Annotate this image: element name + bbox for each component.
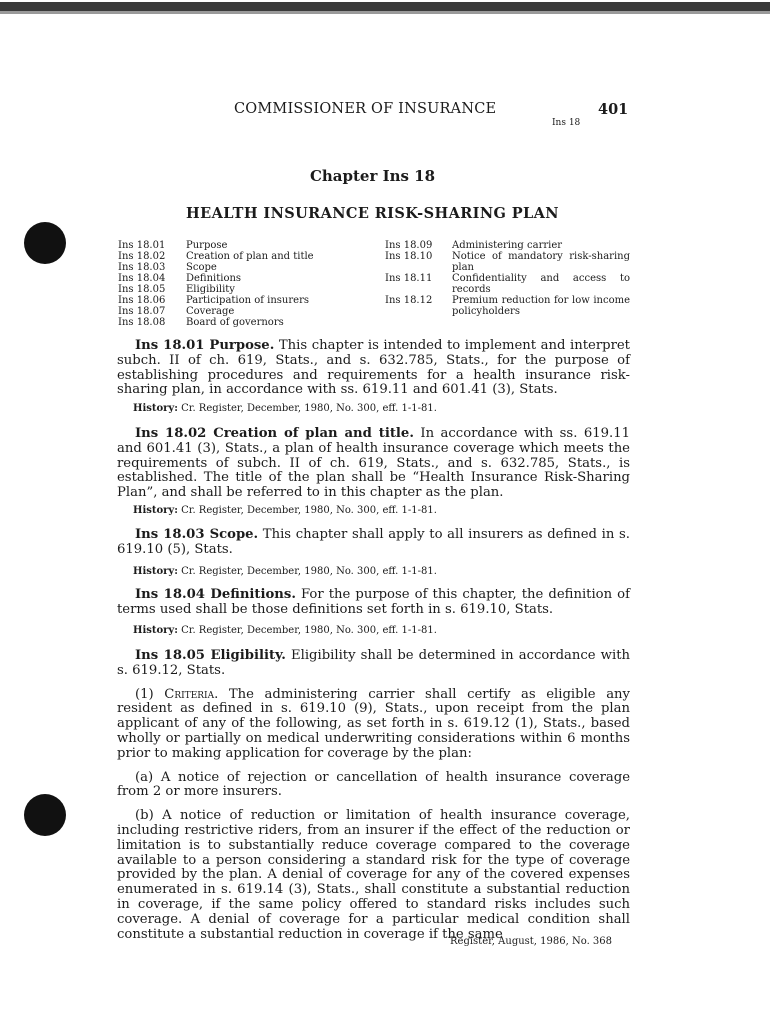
toc-entry: Ins 18.12 Premium reduction for low income policyholders bbox=[385, 295, 630, 317]
scan-top-edge-shadow bbox=[0, 11, 770, 14]
history-note: History: Cr. Register, December, 1980, No. 300, eff. 1-1-81. bbox=[133, 566, 437, 577]
punch-hole-top bbox=[24, 222, 66, 264]
section-heading: Ins 18.02 Creation of plan and title. bbox=[135, 426, 414, 441]
toc-entry: Ins 18.07 Coverage bbox=[118, 306, 235, 317]
section-text: This chapter shall apply to all insurers as defined in s. 619.10 (5), Stats. bbox=[117, 527, 630, 557]
section-heading: Ins 18.01 Purpose. bbox=[135, 338, 275, 353]
toc-left-column bbox=[118, 240, 363, 328]
section-text: This chapter is intended to implement and interpret subch. II of ch. 619, Stats., and s. 632.785, Stats., for the purpose of establishing procedures and requirements for a health insurance risk-sharing plan, in accordance with ss. 619.11 and 601.41 (3), Stats. bbox=[117, 338, 630, 398]
toc-entry: Ins 18.08 Board of governors bbox=[118, 317, 284, 328]
running-head: COMMISSIONER OF INSURANCE bbox=[234, 101, 497, 117]
toc-entry: Ins 18.06 Participation of insurers bbox=[118, 295, 309, 306]
page-footer: Register, August, 1986, No. 368 bbox=[450, 936, 613, 947]
section-18-04 bbox=[117, 588, 630, 618]
plan-title: HEALTH INSURANCE RISK-SHARING PLAN bbox=[186, 205, 559, 222]
scan-top-edge bbox=[0, 2, 770, 11]
history-note: History: Cr. Register, December, 1980, No. 300, eff. 1-1-81. bbox=[133, 403, 437, 414]
section-18-02 bbox=[117, 427, 630, 501]
chapter-tag: Ins 18 bbox=[552, 118, 581, 128]
section-text: Eligibility shall be determined in accordance with s. 619.12, Stats. bbox=[117, 648, 630, 678]
item-b: (b) A notice of reduction or limitation of health insurance coverage, including restrictive riders, from an insurer if the effect of the reduction or limitation is to substantially reduce coverage compared to the coverage available to a person considering a standard risk for the type of coverage provided by the plan. A denial of coverage for any of the covered expenses enumerated in s. 619.14 (3), Stats., shall constitute a substantial reduction in coverage, if the same policy offered to standard risks includes such coverage. A denial of coverage for a particular medical condition shall constitute a substantial reduction in coverage if the same bbox=[117, 808, 630, 942]
history-note: History: Cr. Register, December, 1980, No. 300, eff. 1-1-81. bbox=[133, 505, 437, 516]
toc-entry: Ins 18.04 Definitions bbox=[118, 273, 242, 284]
section-18-03 bbox=[117, 528, 630, 558]
toc-entry: Ins 18.11 Confidentiality and access to records bbox=[385, 273, 630, 295]
toc-entry: Ins 18.03 Scope bbox=[118, 262, 217, 273]
section-18-01 bbox=[117, 339, 630, 398]
toc-entry: Ins 18.05 Eligibility bbox=[118, 284, 235, 295]
section-heading: Ins 18.04 Definitions. bbox=[135, 587, 296, 602]
toc-entry: Ins 18.10 Notice of mandatory risk-sharing plan bbox=[385, 251, 630, 273]
history-note: History: Cr. Register, December, 1980, No. 300, eff. 1-1-81. bbox=[133, 625, 437, 636]
toc-entry: Ins 18.01 Purpose bbox=[118, 240, 228, 251]
toc-entry: Ins 18.02 Creation of plan and title bbox=[118, 251, 314, 262]
toc-right-column bbox=[385, 240, 630, 317]
section-18-05 bbox=[117, 649, 630, 942]
item-a: (a) A notice of rejection or cancellation of health insurance coverage from 2 or more insurers. bbox=[117, 769, 630, 800]
punch-hole-bottom bbox=[24, 794, 66, 836]
criteria-paragraph: (1) Criteria. The administering carrier shall certify as eligible any resident as defined in s. 619.10 (9), Stats., upon receipt from the plan applicant of any of the following, as set forth in s. 619.12 (1), Stats., based wholly or partially on medical underwriting considerations within 6 months prior to making application for coverage by the plan: bbox=[117, 686, 630, 761]
toc-entry: Ins 18.09 Administering carrier bbox=[385, 240, 563, 251]
chapter-title: Chapter Ins 18 bbox=[309, 167, 436, 185]
section-heading: Ins 18.05 Eligibility. bbox=[135, 648, 286, 663]
section-text: In accordance with ss. 619.11 and 601.41 (3), Stats., a plan of health insurance coverage which meets the requirements of subch. II of ch. 619, Stats., and s. 632.785, Stats., is established. The title of the plan shall be “Health Insurance Risk-Sharing Plan”, and shall be referred to in this chapter as the plan. bbox=[117, 426, 630, 501]
section-heading: Ins 18.03 Scope. bbox=[135, 527, 259, 542]
section-text: For the purpose of this chapter, the definition of terms used shall be those definitions set forth in s. 619.10, Stats. bbox=[117, 587, 630, 617]
page-number: 401 bbox=[598, 101, 629, 118]
